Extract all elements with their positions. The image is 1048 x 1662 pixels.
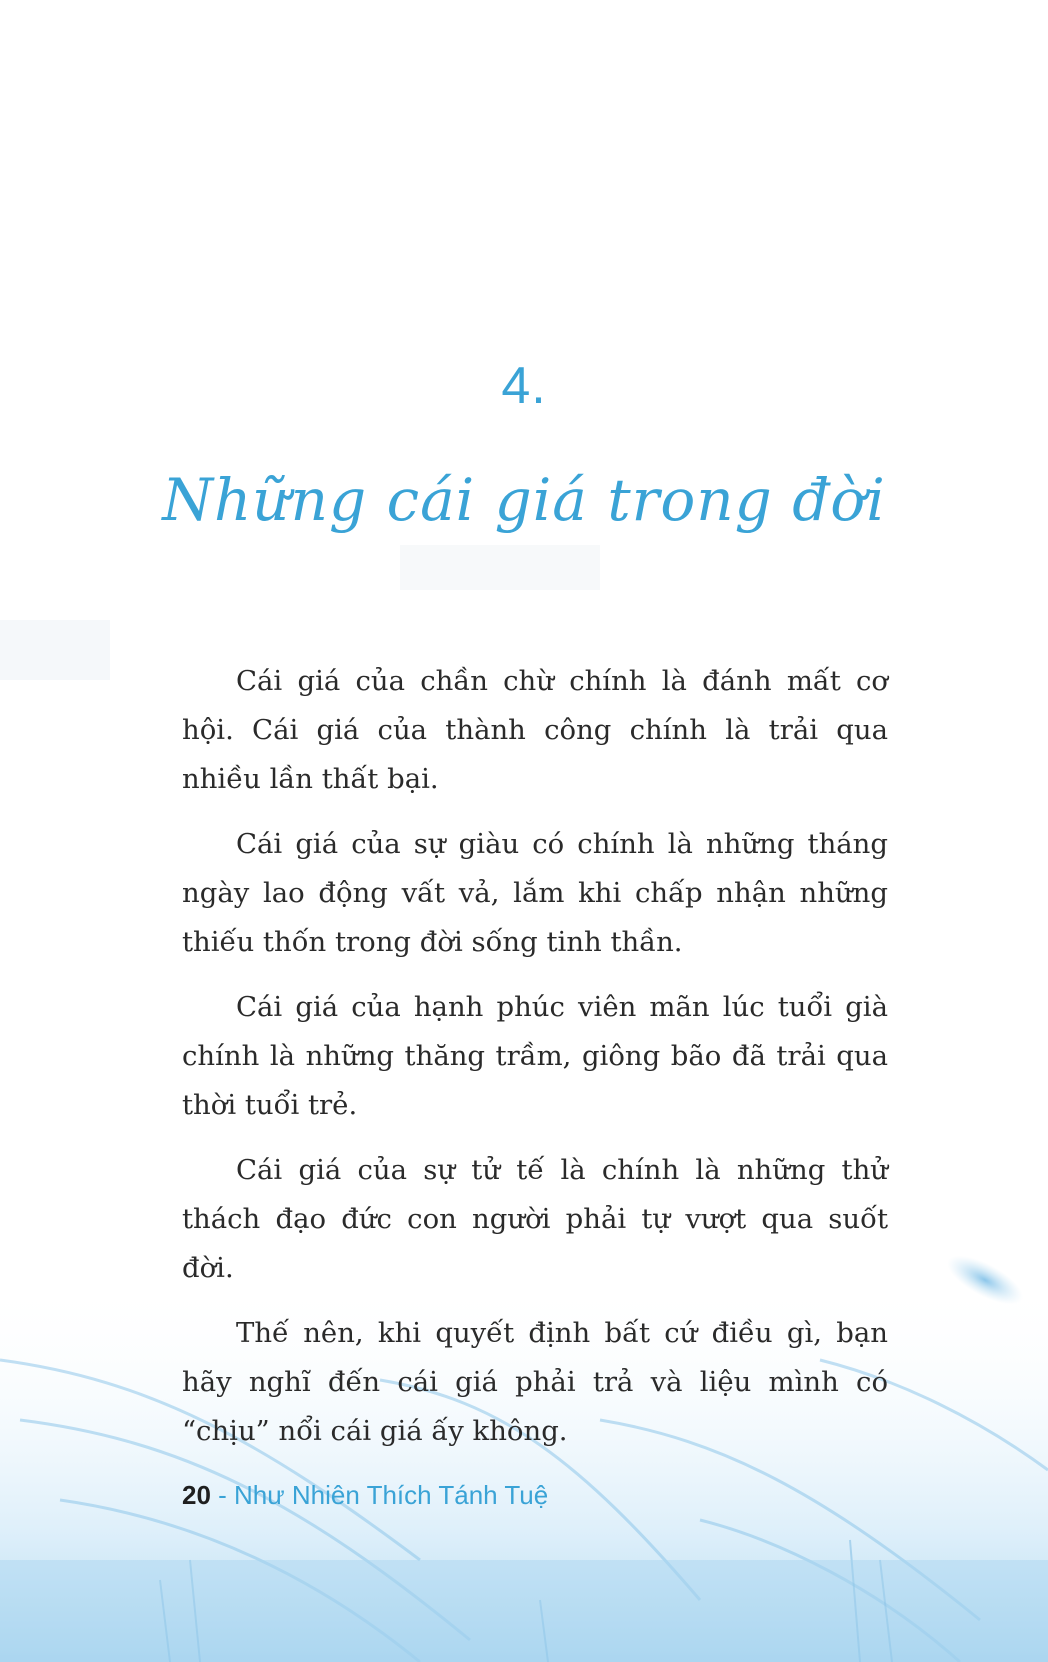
chapter-title: Những cái giá trong đời bbox=[162, 466, 886, 534]
page-number: 20 bbox=[182, 1480, 211, 1510]
chapter-body bbox=[182, 657, 888, 1472]
footer-separator: - bbox=[210, 1480, 235, 1510]
paragraph: Cái giá của sự tử tế là chính là những thử thách đạo đức con người phải tự vượt qua suốt đời. bbox=[182, 1154, 888, 1284]
book-author: Như Nhiên Thích Tánh Tuệ bbox=[234, 1480, 549, 1510]
paragraph: Cái giá của sự giàu có chính là những tháng ngày lao động vất vả, lắm khi chấp nhận những thiếu thốn trong đời sống tinh thần. bbox=[182, 828, 888, 958]
paragraph: Thế nên, khi quyết định bất cứ điều gì, bạn hãy nghĩ đến cái giá phải trả và liệu mình có “chịu” nổi cái giá ấy không. bbox=[182, 1317, 888, 1447]
chapter-number: 4. bbox=[501, 357, 547, 415]
paragraph: Cái giá của hạnh phúc viên mãn lúc tuổi già chính là những thăng trầm, giông bão đã trải qua thời tuổi trẻ. bbox=[182, 991, 888, 1121]
page-footer bbox=[182, 1480, 548, 1511]
paragraph: Cái giá của chần chừ chính là đánh mất cơ hội. Cái giá của thành công chính là trải qua nhiều lần thất bại. bbox=[182, 665, 888, 795]
